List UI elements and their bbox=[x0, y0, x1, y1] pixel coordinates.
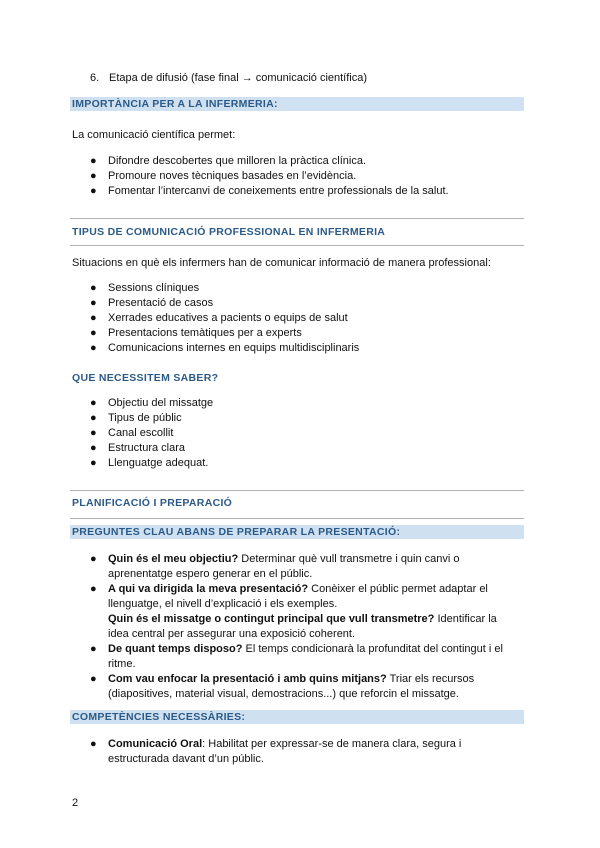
heading-importancia: IMPORTÀNCIA PER A LA INFERMERIA: bbox=[72, 98, 278, 110]
page-number: 2 bbox=[72, 797, 79, 809]
list-item: ● Comunicacions internes en equips multidisciplinaris bbox=[90, 342, 360, 354]
saber-bullet-list bbox=[90, 396, 510, 471]
list-item: ● Comunicació Oral: Habilitat per expressar-se de manera clara, segura i estructurada davant d’un públic. bbox=[90, 738, 462, 765]
list-item: ● De quant temps disposo? El temps condicionarà la profunditat del contingut i el ritme. bbox=[90, 643, 503, 670]
heading-saber: QUE NECESSITEM SABER? bbox=[72, 372, 219, 384]
list-item: ● Tipus de públic bbox=[90, 412, 182, 424]
heading-planificacio: PLANIFICACIÓ I PREPARACIÓ bbox=[72, 497, 233, 509]
list-item: ● A qui va dirigida la meva presentació? Conèixer el públic permet adaptar el llenguatge, el nivell d’explicació i els exemples. Quin és el missatge o contingut principal que vull transmetre? Identificar la idea central per assegurar una exposició coherent. bbox=[90, 583, 497, 640]
list-item: ● Presentació de casos bbox=[90, 297, 214, 309]
tipus-bullet-list bbox=[90, 281, 510, 356]
list-item: ● Sessions clíniques bbox=[90, 282, 200, 294]
list-item: ● Fomentar l’intercanvi de coneixements entre professionals de la salut. bbox=[90, 185, 449, 197]
list-item: ● Canal escollit bbox=[90, 427, 174, 439]
importancia-intro: La comunicació científica permet: bbox=[72, 129, 236, 141]
divider bbox=[70, 245, 524, 246]
tipus-intro: Situacions en què els infermers han de comunicar informació de manera professional: bbox=[72, 257, 491, 269]
list-item-text: Etapa de difusió (fase final → comunicació científica) bbox=[109, 72, 368, 84]
list-item: ● Presentacions temàtiques per a experts bbox=[90, 327, 302, 339]
divider bbox=[70, 490, 524, 491]
list-item: ● Com vau enfocar la presentació i amb quins mitjans? Triar els recursos (diapositives, material visual, demostracions...) que reforcin el missatge. bbox=[90, 673, 475, 700]
list-item: ● Difondre descobertes que milloren la pràctica clínica. bbox=[90, 155, 367, 167]
list-number: 6. bbox=[90, 72, 100, 84]
heading-preguntes: PREGUNTES CLAU ABANS DE PREPARAR LA PRESENTACIÓ: bbox=[72, 526, 401, 538]
preguntes-bullet-list bbox=[90, 552, 510, 702]
list-item: ● Xerrades educatives a pacients o equips de salut bbox=[90, 312, 348, 324]
heading-tipus: TIPUS DE COMUNICACIÓ PROFESSIONAL EN INFERMERIA bbox=[72, 226, 386, 238]
divider bbox=[70, 218, 524, 219]
list-item: ● Llenguatge adequat. bbox=[90, 457, 209, 469]
list-item: ● Estructura clara bbox=[90, 442, 186, 454]
competencies-bullet-list bbox=[90, 737, 510, 767]
importancia-bullet-list bbox=[90, 154, 510, 199]
list-item: ● Objectiu del missatge bbox=[90, 397, 214, 409]
heading-competencies: COMPETÈNCIES NECESSÀRIES: bbox=[72, 711, 246, 723]
list-item: ● Quin és el meu objectiu? Determinar què vull transmetre i quin canvi o aprenentatge espero generar en el públic. bbox=[90, 553, 460, 580]
divider bbox=[70, 518, 524, 519]
list-item: ● Promoure noves tècniques basades en l’evidència. bbox=[90, 170, 357, 182]
